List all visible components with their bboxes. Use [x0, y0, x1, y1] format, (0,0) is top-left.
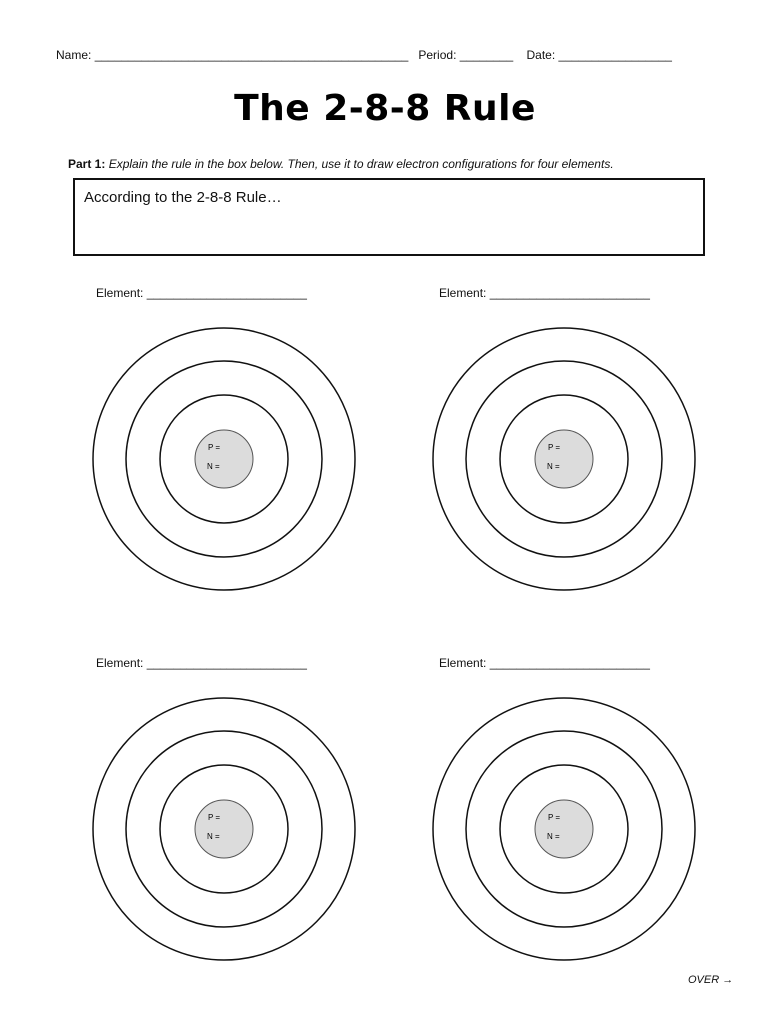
element-label-1: Element: — [96, 286, 144, 300]
page-title: The 2-8-8 Rule — [234, 88, 536, 129]
proton-label: P = — [548, 813, 561, 822]
part-1-instructions — [68, 157, 614, 171]
element-blank-2[interactable]: ________________________ — [489, 286, 650, 300]
element-blank-4[interactable]: ________________________ — [489, 656, 650, 670]
atom-diagram-2[interactable] — [424, 319, 704, 599]
part-1-text: Explain the rule in the box below. Then, use it to draw electron configurations for four elements. — [108, 157, 614, 171]
part-1-label: Part 1: — [68, 157, 106, 171]
rule-answer-box[interactable] — [73, 178, 705, 256]
period-label: Period: — [418, 48, 457, 62]
element-field-1 — [96, 286, 307, 300]
header-fields — [56, 48, 672, 62]
proton-label: P = — [548, 443, 561, 452]
neutron-label: N = — [207, 832, 220, 841]
neutron-label: N = — [547, 832, 560, 841]
element-label-4: Element: — [439, 656, 487, 670]
atom-diagram-4[interactable] — [424, 689, 704, 969]
element-field-4 — [439, 656, 650, 670]
proton-label: P = — [208, 813, 221, 822]
period-blank[interactable]: ________ — [459, 48, 514, 62]
element-blank-1[interactable]: ________________________ — [146, 286, 307, 300]
name-label: Name: — [56, 48, 92, 62]
neutron-label: N = — [547, 462, 560, 471]
date-label: Date: — [526, 48, 556, 62]
element-label-3: Element: — [96, 656, 144, 670]
element-field-3 — [96, 656, 307, 670]
proton-label: P = — [208, 443, 221, 452]
name-blank[interactable]: _______________________________________________ — [94, 48, 409, 62]
nucleus — [195, 800, 253, 858]
date-blank[interactable]: _________________ — [558, 48, 672, 62]
element-blank-3[interactable]: ________________________ — [146, 656, 307, 670]
nucleus — [535, 800, 593, 858]
element-label-2: Element: — [439, 286, 487, 300]
neutron-label: N = — [207, 462, 220, 471]
nucleus — [535, 430, 593, 488]
answer-box-prompt: According to the 2-8-8 Rule… — [84, 189, 282, 206]
element-field-2 — [439, 286, 650, 300]
atom-diagram-3[interactable] — [84, 689, 364, 969]
nucleus — [195, 430, 253, 488]
atom-diagram-1[interactable] — [84, 319, 364, 599]
over-indicator: OVER → — [688, 974, 734, 986]
